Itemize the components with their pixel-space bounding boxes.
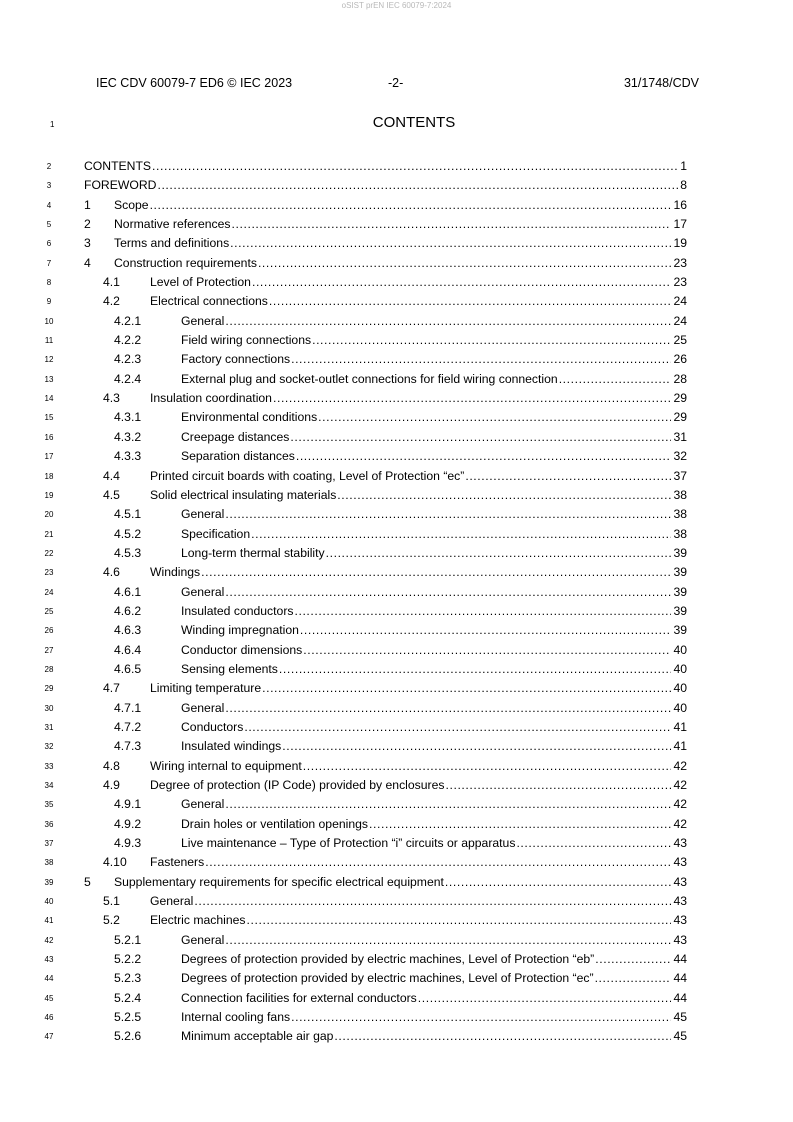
toc-entry[interactable] [0,196,793,215]
line-number: 32 [44,742,54,752]
toc-page-number: 37 [673,468,687,483]
toc-section-number: 4.9 [103,778,120,792]
dot-leader [296,447,672,466]
toc-page-number: 43 [673,874,687,889]
dot-leader [291,350,671,369]
dot-leader [334,1027,671,1046]
toc-section-number: 4.6.5 [114,661,142,676]
line-number: 3 [46,181,52,191]
toc-title: Sensing elements [181,661,278,676]
toc-title: General [181,584,225,599]
toc-section-number: 4.6.2 [114,603,142,618]
toc-section-number: 5.2.1 [114,932,142,947]
toc-entry[interactable] [0,234,793,253]
toc-page-number: 39 [673,545,687,560]
toc-entry[interactable] [0,969,793,988]
toc-section-number: 4.9.2 [114,816,142,831]
line-number: 9 [46,297,52,307]
dot-leader [595,950,671,969]
toc-section-number: 5.1 [103,894,120,909]
toc-section-number: 4.2.1 [114,313,142,328]
dot-leader [290,428,671,447]
toc-title: Normative references [114,217,231,232]
toc-entry[interactable] [0,853,793,872]
toc-title: General [150,894,194,909]
toc-page-number: 26 [673,352,687,367]
toc-section-number: 4.7.3 [114,739,142,754]
toc-section-number: 4.6 [103,565,120,580]
toc-title: Level of Protection [150,275,251,290]
toc-page-number: 32 [673,449,687,464]
toc-page-number: 44 [673,952,687,967]
toc-title: General [181,700,225,715]
toc-title: FOREWORD [84,178,157,193]
toc-page-number: 38 [673,507,687,522]
dot-leader [225,699,671,718]
dot-leader [232,215,672,234]
toc-title: External plug and socket-outlet connections for field wiring connection [181,371,558,386]
toc-entry[interactable] [0,215,793,234]
toc-section-number: 4.7.2 [114,719,142,734]
dot-leader [201,563,671,582]
toc-section-number: 4.6.1 [114,584,142,599]
toc-title: Separation distances [181,449,295,464]
toc-page-number: 43 [673,932,687,947]
dot-leader [225,795,671,814]
toc-entry[interactable] [0,408,793,427]
dot-leader [225,312,671,331]
line-number: 45 [44,993,54,1003]
toc-entry[interactable] [0,641,793,660]
toc-page-number: 44 [673,990,687,1005]
toc-title: Conductor dimensions [181,642,303,657]
toc-page-number: 44 [673,971,687,986]
line-number: 18 [44,471,54,481]
line-number: 42 [44,935,54,945]
toc-entry[interactable] [0,757,793,776]
watermark: oSIST prEN IEC 60079-7:2024 [341,1,452,10]
toc-page-number: 40 [673,661,687,676]
dot-leader [194,892,671,911]
toc-section-number: 4.9.1 [114,797,142,812]
line-number: 22 [44,548,54,558]
toc-page-number: 23 [673,255,687,270]
toc-entry[interactable] [0,467,793,486]
toc-title: Insulated windings [181,739,282,754]
toc-title: Degree of protection (IP Code) provided by enclosures [150,778,445,792]
dot-leader [516,834,671,853]
line-number: 16 [44,432,54,442]
dot-leader [312,331,671,350]
toc-entry[interactable] [0,563,793,582]
toc-section-number: 4.5.2 [114,526,142,541]
toc-entry[interactable] [0,331,793,350]
toc-entry[interactable] [0,679,793,698]
toc-title: Solid electrical insulating materials [150,487,337,502]
toc-title: Scope [114,197,149,212]
toc-section-number: 4.3.1 [114,410,142,425]
line-number: 6 [46,239,52,249]
toc-entry[interactable] [0,176,793,195]
toc-title: Conductors [181,719,244,734]
toc-page-number: 39 [673,603,687,618]
dot-leader [225,931,671,950]
line-number: 12 [44,355,54,365]
toc-section-number: 5.2.6 [114,1029,142,1044]
line-number: 23 [44,568,54,578]
line-number: 13 [44,374,54,384]
line-number: 43 [44,955,54,965]
toc-entry[interactable] [0,544,793,563]
dot-leader [303,641,671,660]
dot-leader [291,1008,671,1027]
toc-section-number: 4.3.2 [114,429,142,444]
line-number: 2 [46,162,52,171]
toc-entry[interactable] [0,699,793,718]
line-number: 8 [46,278,52,288]
toc-page-number: 31 [673,429,687,444]
dot-leader [252,273,671,292]
toc-page-number: 39 [673,565,687,580]
dot-leader [465,467,671,486]
header-document-id: IEC CDV 60079-7 ED6 © IEC 2023 [96,76,293,90]
toc-page-number: 16 [673,197,687,212]
toc-section-number: 5.2.4 [114,990,142,1005]
toc-entry[interactable] [0,486,793,505]
toc-title: Internal cooling fans [181,1010,291,1025]
toc-entry[interactable] [0,389,793,408]
toc-section-number: 5.2 [103,913,120,928]
dot-leader [445,776,671,795]
toc-entry[interactable] [0,1027,793,1046]
toc-title: Field wiring connections [181,333,312,348]
toc-title: Fasteners [150,855,205,870]
toc-entry[interactable] [0,989,793,1008]
toc-page-number: 42 [673,816,687,831]
toc-page-number: 43 [673,913,687,928]
toc-page-number: 40 [673,642,687,657]
toc-entry[interactable] [0,873,793,892]
toc-title: General [181,932,225,947]
toc-section-number: 4.10 [103,855,127,870]
line-number: 21 [44,529,54,539]
dot-leader [205,853,671,872]
toc-entry[interactable] [0,273,793,292]
toc-section-number: 2 [84,217,91,232]
page-title: CONTENTS [372,114,456,131]
toc-title: Supplementary requirements for specific electrical equipment [114,874,444,889]
toc-title: Construction requirements [114,255,257,270]
line-number: 35 [44,800,54,810]
line-number: 38 [44,858,54,868]
toc-title: Electric machines [150,913,246,928]
toc-title: Degrees of protection provided by electric machines, Level of Protection “eb” [181,952,595,967]
toc-page-number: 25 [673,333,687,348]
toc-page-number: 41 [673,719,687,734]
dot-leader [247,911,672,930]
toc-section-number: 4.3 [103,391,120,406]
dot-leader [418,989,672,1008]
dot-leader [326,544,672,563]
toc-page-number: 39 [673,623,687,638]
dot-leader [230,234,671,253]
toc-page-number: 42 [673,797,687,812]
toc-entry[interactable] [0,911,793,930]
line-number: 39 [44,877,54,887]
header-reference: 31/1748/CDV [623,76,699,90]
toc-title: CONTENTS [84,159,152,173]
dot-leader [559,370,672,389]
line-number: 37 [44,839,54,849]
toc-entry[interactable] [0,795,793,814]
toc-section-number: 5.2.3 [114,971,142,986]
toc-section-number: 4.2.4 [114,371,142,386]
line-number: 44 [44,974,54,984]
dot-leader [225,583,671,602]
table-of-contents [0,157,793,1047]
toc-title: Connection facilities for external conductors [181,990,417,1005]
line-number: 15 [44,413,54,423]
toc-page-number: 43 [673,836,687,851]
toc-entry[interactable] [0,1008,793,1027]
toc-entry[interactable] [0,602,793,621]
dot-leader [318,408,671,427]
toc-section-number: 4.7.1 [114,700,142,715]
dot-leader [294,602,671,621]
toc-section-number: 4.5 [103,487,120,502]
toc-title: Minimum acceptable air gap [181,1029,334,1044]
toc-entry[interactable] [0,621,793,640]
dot-leader [282,737,671,756]
toc-page-number: 42 [673,758,687,773]
toc-entry[interactable] [0,428,793,447]
toc-entry[interactable] [0,583,793,602]
toc-title: Terms and definitions [114,236,230,251]
toc-section-number: 5 [84,874,91,889]
toc-title: Specification [181,526,251,541]
toc-page-number: 40 [673,681,687,696]
line-number: 1 [50,120,55,129]
dot-leader [303,757,672,776]
line-number: 30 [44,703,54,713]
toc-entry[interactable] [0,447,793,466]
toc-page-number: 1 [680,159,687,173]
dot-leader [262,679,671,698]
toc-entry[interactable] [0,157,793,176]
toc-title: Environmental conditions [181,410,318,425]
toc-title: Factory connections [181,352,291,367]
line-number: 34 [44,781,54,790]
toc-entry[interactable] [0,892,793,911]
toc-section-number: 5.2.5 [114,1010,142,1025]
header-page-number: -2- [388,76,404,90]
toc-page-number: 8 [680,178,687,193]
toc-page-number: 45 [673,1010,687,1025]
line-number: 36 [44,819,54,829]
line-number: 24 [44,587,54,597]
toc-section-number: 4.4 [103,468,120,483]
dot-leader [269,292,672,311]
toc-section-number: 4.1 [103,275,120,290]
toc-page-number: 29 [673,391,687,406]
toc-title: Wiring internal to equipment [150,758,302,773]
toc-page-number: 42 [673,778,687,792]
toc-title: Limiting temperature [150,681,262,696]
toc-page-number: 23 [673,275,687,290]
toc-section-number: 4.5.1 [114,507,142,522]
dot-leader [258,254,672,273]
toc-title: Long-term thermal stability [181,545,325,560]
line-number: 41 [44,916,54,926]
toc-entry[interactable] [0,370,793,389]
toc-entry[interactable] [0,815,793,834]
toc-title: Drain holes or ventilation openings [181,816,368,831]
toc-title: Degrees of protection provided by electric machines, Level of Protection “ec” [181,971,594,986]
toc-title: Live maintenance – Type of Protection “i” circuits or apparatus [181,836,516,851]
toc-entry[interactable] [0,718,793,737]
line-number: 33 [44,761,54,771]
toc-page-number: 29 [673,410,687,425]
toc-page-number: 43 [673,894,687,909]
toc-title: Windings [150,565,201,580]
line-number: 28 [44,664,54,674]
toc-entry[interactable] [0,660,793,679]
toc-section-number: 4.2.3 [114,352,142,367]
toc-title: Insulation coordination [150,391,272,406]
line-number: 20 [44,510,54,520]
toc-section-number: 4.3.3 [114,449,142,464]
toc-page-number: 45 [673,1029,687,1044]
dot-leader [337,486,671,505]
line-number: 25 [44,606,54,616]
line-number: 7 [46,258,52,268]
toc-title: Insulated conductors [181,603,294,618]
line-number: 4 [46,200,52,210]
line-number: 11 [44,336,54,346]
toc-section-number: 4.5.3 [114,545,142,560]
line-number: 31 [44,722,54,732]
toc-title: Printed circuit boards with coating, Level of Protection “ec” [150,468,465,483]
line-number: 47 [44,1032,54,1042]
toc-section-number: 5.2.2 [114,952,142,967]
toc-page-number: 19 [673,236,687,251]
toc-page-number: 24 [673,294,687,309]
toc-entry[interactable] [0,931,793,950]
dot-leader [595,969,672,988]
toc-section-number: 3 [84,236,91,251]
dot-leader [225,505,671,524]
toc-section-number: 4 [84,255,91,270]
toc-title: General [181,797,225,812]
dot-leader [445,873,672,892]
dot-leader [152,157,678,176]
toc-entry[interactable] [0,350,793,369]
line-number: 26 [44,626,54,636]
toc-page-number: 17 [673,217,687,232]
toc-page-number: 39 [673,584,687,599]
line-number: 27 [44,645,54,655]
toc-page-number: 41 [673,739,687,754]
toc-section-number: 1 [84,197,91,212]
toc-entry[interactable] [0,950,793,969]
toc-entry[interactable] [0,312,793,331]
toc-page-number: 38 [673,487,687,502]
toc-entry[interactable] [0,525,793,544]
line-number: 10 [44,316,54,326]
toc-page-number: 24 [673,313,687,328]
toc-section-number: 4.8 [103,758,120,773]
line-number: 19 [44,490,54,500]
line-number: 29 [44,684,54,694]
toc-entry[interactable] [0,776,793,795]
line-number: 40 [44,897,54,907]
line-number: 46 [44,1013,54,1023]
dot-leader [273,389,671,408]
toc-title: Creepage distances [181,429,290,444]
toc-entry[interactable] [0,834,793,853]
dot-leader [279,660,672,679]
dot-leader [244,718,671,737]
toc-section-number: 4.9.3 [114,836,142,851]
toc-title: General [181,507,225,522]
toc-page-number: 28 [673,371,687,386]
line-number: 14 [44,394,54,404]
dot-leader [157,176,678,195]
toc-section-number: 4.6.4 [114,642,142,657]
toc-entry[interactable] [0,254,793,273]
toc-entry[interactable] [0,292,793,311]
line-number: 17 [44,452,54,462]
dot-leader [300,621,672,640]
toc-section-number: 4.7 [103,681,120,696]
toc-entry[interactable] [0,505,793,524]
toc-section-number: 4.2 [103,294,120,309]
dot-leader [369,815,671,834]
toc-page-number: 40 [673,700,687,715]
toc-title: General [181,313,225,328]
toc-section-number: 4.2.2 [114,333,142,348]
toc-page-number: 38 [673,526,687,541]
toc-title: Winding impregnation [181,623,299,638]
toc-title: Electrical connections [150,294,268,309]
toc-entry[interactable] [0,737,793,756]
toc-section-number: 4.6.3 [114,623,142,638]
toc-page-number: 43 [673,855,687,870]
dot-leader [150,196,672,215]
dot-leader [251,525,671,544]
line-number: 5 [46,220,52,230]
